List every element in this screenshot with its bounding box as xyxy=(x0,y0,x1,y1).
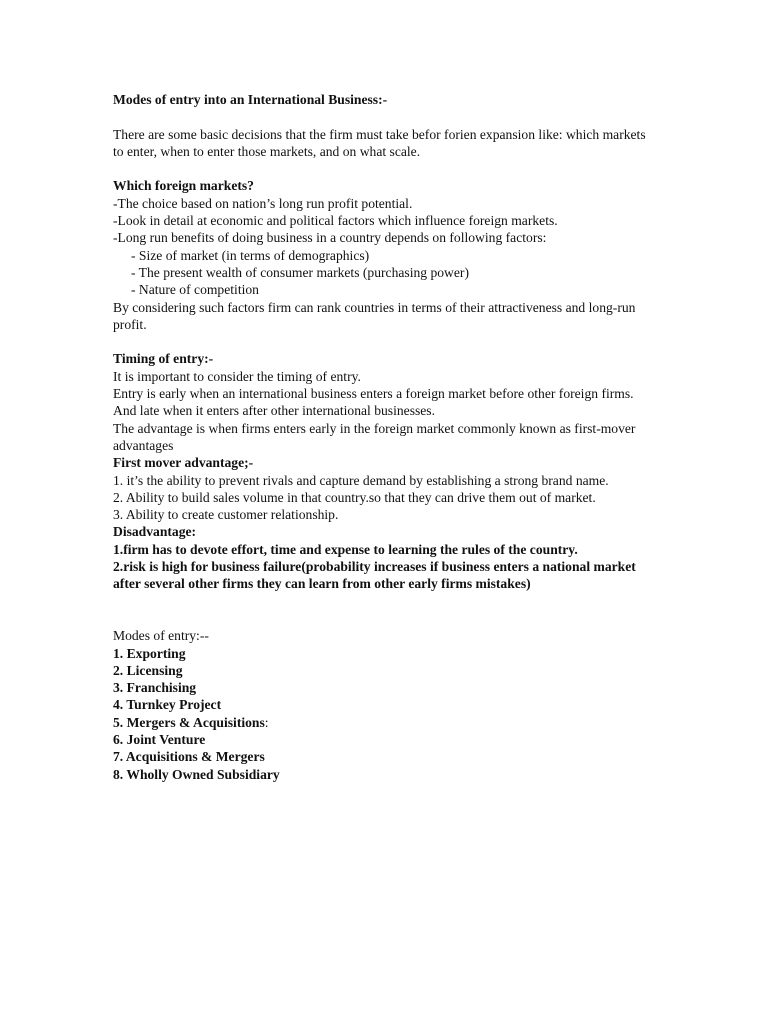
mode-item-suffix: : xyxy=(264,714,269,730)
first-mover-item: 3. Ability to create customer relationship. xyxy=(113,507,339,523)
which-markets-point: -Look in detail at economic and political factors which influence foreign markets. xyxy=(113,213,558,229)
disadvantage-item: 1.firm has to devote effort, time and expense to learning the rules of the country. xyxy=(113,541,578,557)
first-mover-item: 2. Ability to build sales volume in that country.so that they can drive them out of market. xyxy=(113,489,596,505)
intro-paragraph: There are some basic decisions that the firm must take befor forien expansion like: which markets to enter, when to enter those markets, and on what scale. xyxy=(113,126,646,159)
document-page xyxy=(113,91,658,783)
timing-paragraph: Entry is early when an international business enters a foreign market before other foreign firms. And late when it enters after other international businesses. xyxy=(113,386,634,419)
first-mover-heading: First mover advantage;- xyxy=(113,455,254,471)
mode-item: 3. Franchising xyxy=(113,680,197,696)
mode-item: 5. Mergers & Acquisitions xyxy=(113,714,265,730)
factor-item: - Nature of competition xyxy=(131,282,259,298)
disadvantage-heading: Disadvantage: xyxy=(113,524,197,540)
mode-item-row xyxy=(113,714,658,731)
first-mover-item: 1. it’s the ability to prevent rivals and capture demand by establishing a strong brand name. xyxy=(113,472,609,488)
mode-item: 8. Wholly Owned Subsidiary xyxy=(113,766,280,782)
mode-item: 2. Licensing xyxy=(113,662,183,678)
mode-item: 1. Exporting xyxy=(113,645,186,661)
factor-item: - The present wealth of consumer markets (purchasing power) xyxy=(131,264,469,280)
which-markets-conclusion: By considering such factors firm can rank countries in terms of their attractiveness and long-run profit. xyxy=(113,299,636,332)
factor-item: - Size of market (in terms of demographics) xyxy=(131,247,370,263)
disadvantage-item: 2.risk is high for business failure(probability increases if business enters a national market after several other firms they can learn from other early firms mistakes) xyxy=(113,559,636,592)
which-markets-point: -The choice based on nation’s long run profit potential. xyxy=(113,195,413,211)
which-markets-point: -Long run benefits of doing business in a country depends on following factors: xyxy=(113,230,547,246)
timing-paragraph: The advantage is when firms enters early in the foreign market commonly known as first-mover advantages xyxy=(113,420,636,453)
mode-item: 4. Turnkey Project xyxy=(113,697,222,713)
mode-item: 6. Joint Venture xyxy=(113,731,206,747)
document-title: Modes of entry into an International Business:- xyxy=(113,92,388,107)
timing-paragraph: It is important to consider the timing of entry. xyxy=(113,368,361,384)
timing-heading: Timing of entry:- xyxy=(113,351,214,367)
mode-item: 7. Acquisitions & Mergers xyxy=(113,749,265,765)
modes-heading: Modes of entry:-- xyxy=(113,628,209,644)
which-markets-heading: Which foreign markets? xyxy=(113,178,254,194)
